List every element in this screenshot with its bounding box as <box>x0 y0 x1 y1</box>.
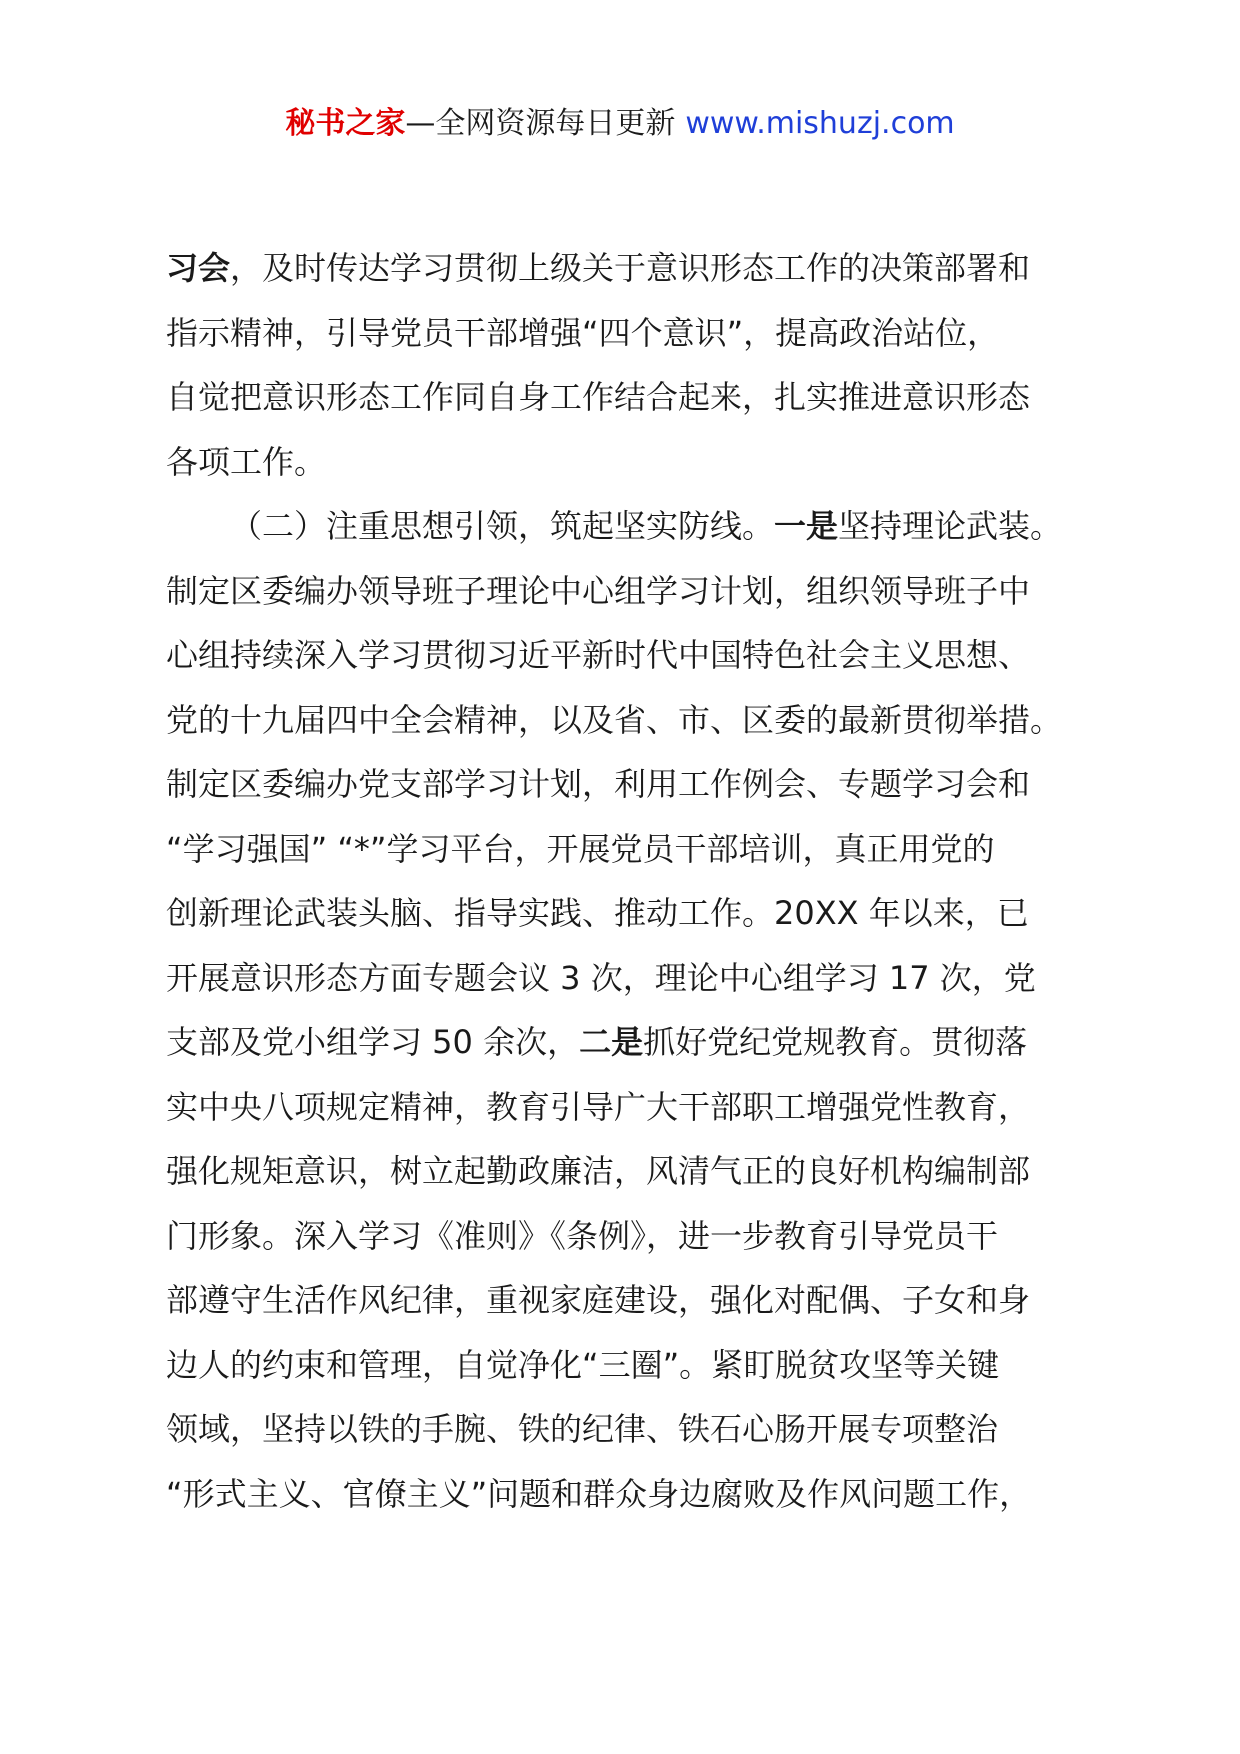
bold-phrase: 一是 <box>774 507 839 545</box>
bold-phrase: 习会 <box>166 249 231 287</box>
text-line: 实中央八项规定精神，教育引导广大干部职工增强党性教育， <box>166 1087 1031 1126</box>
section-heading: （二）注重思想引领，筑起坚实防线。 <box>230 507 775 545</box>
text-run: ，及时传达学习贯彻上级关于意识形态工作的决策部署和 <box>230 249 1031 287</box>
bold-phrase: 二是 <box>579 1023 644 1061</box>
text-line: “形式主义、官僚主义”问题和群众身边腐败及作风问题工作， <box>166 1474 1032 1513</box>
text-line: 各项工作。 <box>166 442 327 481</box>
text-line: 边人的约束和管理，自觉净化“三圈”。紧盯脱贫攻坚等关键 <box>166 1345 1000 1384</box>
text-line: 创新理论武装头脑、指导实践、推动工作。20XX 年以来，已 <box>166 894 1029 932</box>
text-run: 支部及党小组学习 50 余次， <box>166 1023 580 1061</box>
text-line: 领域，坚持以铁的手腕、铁的纪律、铁石心肠开展专项整治 <box>166 1410 999 1448</box>
text-line: “学习强国” “*”学习平台，开展党员干部培训，真正用党的 <box>166 829 995 868</box>
paragraph-start-line <box>166 494 1126 559</box>
text-line: 自觉把意识形态工作同自身工作结合起来，扎实推进意识形态 <box>166 378 1031 416</box>
text-line: 指示精神，引导党员干部增强“四个意识”，提高政治站位， <box>166 313 1000 352</box>
brand-name: 秘书之家 <box>285 106 406 141</box>
site-url-link[interactable]: www.mishuzj.com <box>685 106 955 141</box>
text-line: 开展意识形态方面专题会议 3 次，理论中心组学习 17 次，党 <box>166 958 1036 997</box>
text-line: 部遵守生活作风纪律，重视家庭建设，强化对配偶、子女和身 <box>166 1281 1031 1319</box>
header-tagline: —全网资源每日更新 <box>405 106 676 141</box>
text-run: 抓好党纪党规教育。贯彻落 <box>643 1023 1028 1061</box>
text-line: 党的十九届四中全会精神，以及省、市、区委的最新贯彻举措。 <box>166 700 1063 739</box>
document-body <box>166 236 1126 1526</box>
text-run: 坚持理论武装。 <box>838 507 1063 545</box>
text-line: 制定区委编办党支部学习计划，利用工作例会、专题学习会和 <box>166 765 1031 803</box>
text-line: 强化规矩意识，树立起勤政廉洁，风清气正的良好机构编制部 <box>166 1152 1031 1190</box>
text-line: 制定区委编办领导班子理论中心组学习计划，组织领导班子中 <box>166 571 1031 610</box>
page-header <box>0 104 1240 144</box>
text-line <box>166 1010 1126 1075</box>
text-line: 门形象。深入学习《准则》《条例》，进一步教育引导党员干 <box>166 1216 999 1255</box>
text-line: 心组持续深入学习贯彻习近平新时代中国特色社会主义思想、 <box>166 636 1031 674</box>
text-line <box>166 236 1126 301</box>
